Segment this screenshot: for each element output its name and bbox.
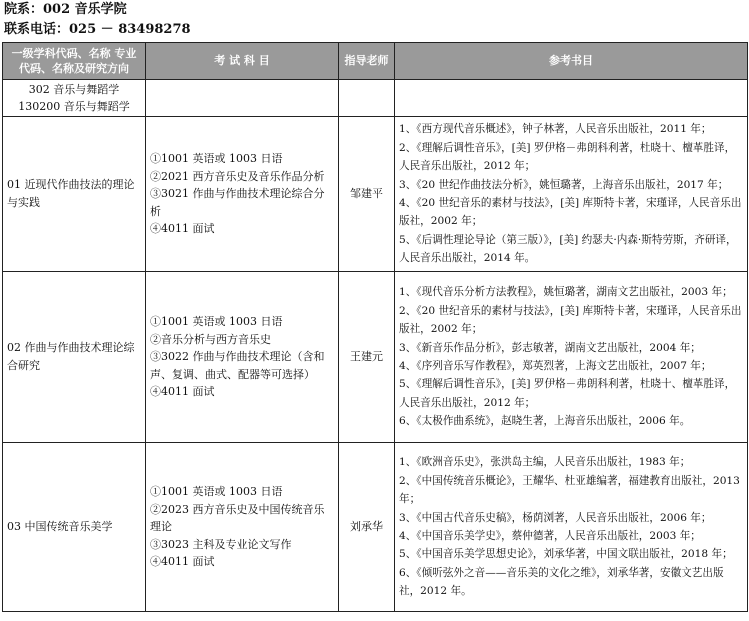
subjects-cell [146, 117, 339, 272]
subject-item: ②2021 西方音乐史及音乐作品分析 [150, 169, 325, 183]
table-row [3, 117, 748, 272]
subjects-cell [146, 443, 339, 612]
reference-item: 1、《现代音乐分析方法教程》，姚恒璐著，湖南文艺出版社，2003 年； [399, 286, 733, 299]
table-row [3, 272, 748, 443]
catalog-table [2, 42, 748, 612]
column-header-subjects: 考 试 科 目 [146, 43, 339, 80]
reference-item: 5、《理解后调性音乐》，[美] 罗伊格－弗朗科利著，杜晓十、檀革胜译，人民音乐出版社，2012 年； [399, 378, 736, 409]
subject-item: ③3022 作曲与作曲技术理论（含和声、复调、曲式、配器等可选择） [150, 350, 325, 381]
column-header-major: 一级学科代码、名称 专业代码、名称及研究方向 [3, 43, 146, 80]
column-header-references: 参考书目 [395, 43, 748, 80]
reference-item: 1、《西方现代音乐概述》，钟子林著，人民音乐出版社，2011 年； [399, 123, 712, 136]
reference-item: 4、《20 世纪音乐的素材与技法》，[美] 库斯特卡著，宋瑾译，人民音乐出版社，2002 年； [399, 197, 742, 228]
subject-item: ④4011 面试 [150, 555, 215, 569]
direction-cell: 02 作曲与作曲技术理论综合研究 [3, 272, 146, 443]
department-title: 院系：002 音乐学院 [4, 2, 127, 17]
column-header-teacher: 指导老师 [339, 43, 395, 80]
empty-cell [395, 80, 748, 117]
contact-phone: 联系电话：025 － 83498278 [4, 22, 191, 37]
subjects-cell [146, 272, 339, 443]
reference-item: 3、《20 世纪作曲技法分析》，姚恒璐著，上海音乐出版社，2017 年； [399, 178, 729, 191]
reference-item: 4、《中国音乐美学史》，蔡仲德著，人民音乐出版社，2003 年； [399, 530, 701, 542]
teacher-cell: 邹建平 [339, 117, 395, 272]
subject-item: ③3021 作曲与作曲技术理论综合分析 [150, 187, 325, 218]
reference-item: 6、《倾听弦外之音——音乐美的文化之维》，刘承华著，安徽文艺出版社，2012 年。 [399, 566, 724, 598]
references-cell [395, 272, 748, 443]
teacher-cell: 刘承华 [339, 443, 395, 612]
references-cell [395, 117, 748, 272]
reference-item: 5、《中国音乐美学思想史论》，刘承华著，中国文联出版社，2018 年； [399, 548, 733, 561]
reference-item: 1、《欧洲音乐史》，张洪岛主编，人民音乐出版社，1983 年； [399, 456, 691, 469]
subject-item: ④4011 面试 [150, 222, 215, 236]
reference-item: 6、《太极作曲系统》，赵晓生著，上海音乐出版社，2006 年。 [399, 415, 691, 428]
teacher-cell: 王建元 [339, 272, 395, 443]
empty-cell [339, 80, 395, 117]
subject-item: ①1001 英语或 1003 日语 [150, 152, 283, 166]
major-line: 130200 音乐与舞蹈学 [18, 100, 130, 113]
subject-item: ②2023 西方音乐史及中国传统音乐理论 [150, 502, 325, 534]
table-row [3, 443, 748, 612]
empty-cell [146, 80, 339, 117]
reference-item: 3、《中国古代音乐史稿》，杨荫浏著，人民音乐出版社，2006 年； [399, 511, 712, 524]
subject-item: ①1001 英语或 1003 日语 [150, 485, 283, 499]
table-row-major [3, 80, 748, 117]
reference-item: 3、《新音乐作品分析》，彭志敏著，湖南文艺出版社，2004 年； [399, 341, 701, 354]
subject-item: ②音乐分析与西方音乐史 [150, 332, 271, 346]
subject-item: ④4011 面试 [150, 385, 215, 399]
reference-item: 5、《后调性理论导论（第三版）》，[美] 约瑟夫·内森·斯特劳斯，齐研译，人民音乐出版社，2014 年。 [399, 233, 737, 265]
reference-item: 4、《序列音乐写作教程》，郑英烈著，上海文艺出版社，2007 年； [399, 360, 712, 372]
reference-item: 2、《中国传统音乐概论》，王耀华、杜亚雄编著，福建教育出版社，2013 年； [399, 474, 740, 506]
references-cell [395, 443, 748, 612]
major-line: 302 音乐与舞蹈学 [28, 83, 120, 96]
reference-item: 2、《20 世纪音乐的素材与技法》，[美] 库斯特卡著，宋瑾译，人民音乐出版社，2002 年； [399, 304, 742, 336]
reference-item: 2、《理解后调性音乐》，[美] 罗伊格－弗朗科利著，杜晓十、檀革胜译，人民音乐出版社，2012 年； [399, 141, 736, 173]
subject-item: ③3023 主科及专业论文写作 [150, 537, 292, 551]
subject-item: ①1001 英语或 1003 日语 [150, 315, 283, 329]
major-cell [3, 80, 146, 117]
direction-cell: 03 中国传统音乐美学 [3, 443, 146, 612]
table-header-row [3, 43, 748, 80]
direction-cell: 01 近现代作曲技法的理论与实践 [3, 117, 146, 272]
